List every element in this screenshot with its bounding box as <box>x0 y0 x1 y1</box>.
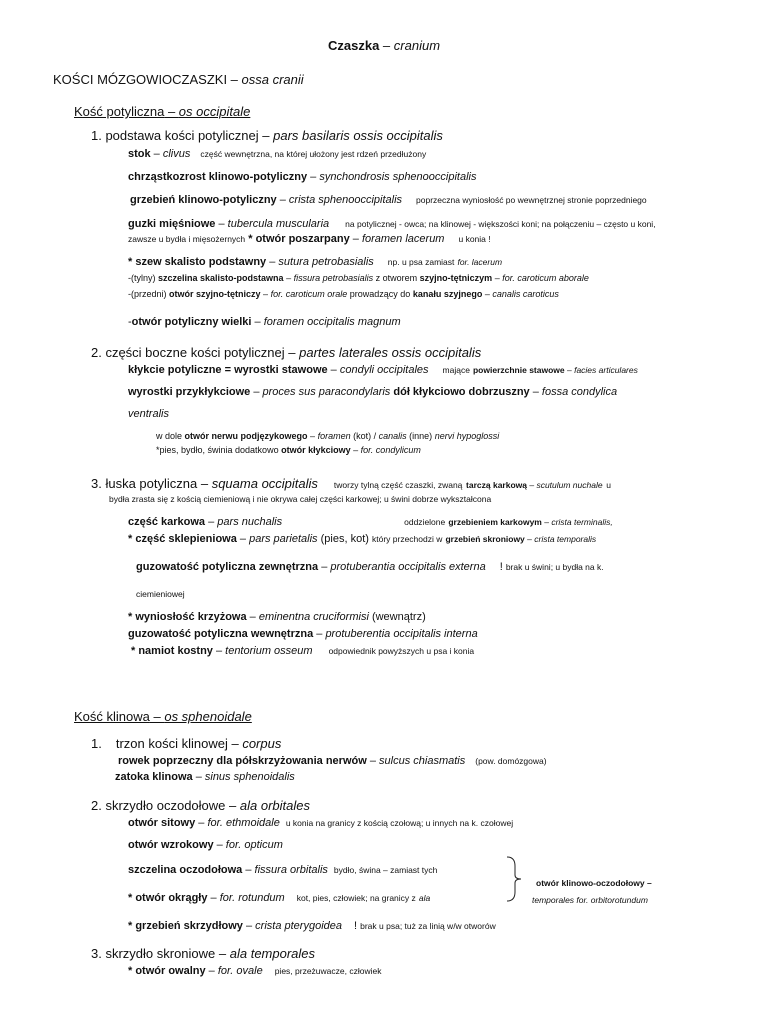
term-czesc-karkowa: część karkowa – pars nuchalis oddzielone grzebieniem karkowym – crista terminalis, <box>128 516 613 528</box>
term-wyrostki-cont: ventralis <box>128 408 169 420</box>
term-wyniosc-krzyzowa: * wyniosłość krzyżowa – eminentna cruciformisi (wewnątrz) <box>128 611 426 623</box>
curly-brace-icon <box>505 856 523 902</box>
occipital-part-1: 1. podstawa kości potylicznej – pars basilaris ossis occipitalis <box>91 128 443 143</box>
sphenoid-part-1: 1. trzon kości klinowej – corpus <box>91 736 282 751</box>
term-rowek: rowek poprzeczny dla półskrzyżowania nerwów – sulcus chiasmatis (pow. domózgowa) <box>118 755 547 767</box>
term-czesc-sklepieniowa: * część sklepieniowa – pars parietalis (pies, kot) który przechodzi w grzebień skroniowy – crista temporalis <box>128 533 597 545</box>
occipital-heading: Kość potyliczna – os occipitale <box>74 104 251 119</box>
term-otwor-wzrokowy: otwór wzrokowy – for. opticum <box>128 839 283 851</box>
term-otwor-poszarpany: zawsze u bydła i mięsożernych * otwór poszarpany – foramen lacerum u konia ! <box>128 233 491 245</box>
term-namiot: * namiot kostny – tentorium osseum odpowiednik powyższych u psa i konia <box>131 645 475 657</box>
term-chrzastkozrost: chrząstkozrost klinowo-potyliczny – synchondrosis sphenooccipitalis <box>128 171 477 183</box>
term-grzebien-klinowo: grzebień klinowo-potyliczny – crista sphenooccipitalis poprzeczna wyniosłość po wewnętrznej stronie poprzedniego <box>130 194 647 206</box>
term-guzowatosc-wewn: guzowatość potyliczna wewnętrzna – protuberentia occipitalis interna <box>128 628 478 640</box>
term-szczelina-oczodolowa: szczelina oczodołowa – fissura orbitalis bydło, świna – zamiast tych <box>128 864 438 876</box>
page-title: Czaszka – cranium <box>328 38 441 53</box>
term-wyrostki: wyrostki przykłykciowe – proces sus paracondylaris dół kłykciowo dobrzuszny – fossa condylica <box>128 386 618 398</box>
term-otwor-klykciowy: *pies, bydło, świnia dodatkowo otwór kłykciowy – for. condylicum <box>156 445 421 455</box>
sphenoid-part-2: 2. skrzydło oczodołowe – ala orbitales <box>91 798 310 813</box>
term-szczelina: -(tylny) szczelina skalisto-podstawna – fissura petrobasialis z otworem szyjno-tętniczym – for. caroticum aborale <box>128 273 589 283</box>
brace-label: otwór klinowo-oczodołowy – <box>536 878 652 888</box>
term-zatoka: zatoka klinowa – sinus sphenoidalis <box>115 771 295 783</box>
term-guzowatosc-cont: ciemieniowej <box>136 589 185 599</box>
term-klykcie: kłykcie potyliczne = wyrostki stawowe – condyli occipitales mające powierzchnie stawowe – facies articulares <box>128 364 638 376</box>
term-grzebien-skrzydlowy: * grzebień skrzydłowy – crista pterygoidea ! brak u psa; tuż za linią w/w otworów <box>128 920 496 932</box>
section-heading: KOŚCI MÓZGOWIOCZASZKI – ossa cranii <box>53 72 304 87</box>
term-guzowatosc-zewn: guzowatość potyliczna zewnętrzna – protuberantia occipitalis externa ! brak u świni; u bydła na k. <box>136 561 604 573</box>
term-otwor-sitowy: otwór sitowy – for. ethmoidale u konia na granicy z kością czołową; u innych na k. czołowej <box>128 817 514 829</box>
term-otwor-szyjno: -(przedni) otwór szyjno-tętniczy – for. caroticum orale prowadzący do kanału szyjnego – canalis caroticus <box>128 289 559 299</box>
term-szew: * szew skalisto podstawny – sutura petrobasialis np. u psa zamiast for. lacerum <box>128 256 503 268</box>
term-otwor-okragly: * otwór okrągły – for. rotundum kot, pies, człowiek; na granicy z ala <box>128 892 431 904</box>
occipital-part-2: 2. części boczne kości potylicznej – partes laterales ossis occipitalis <box>91 345 482 360</box>
term-stok: stok – clivus część wewnętrzna, na której ułożony jest rdzeń przedłużony <box>128 148 427 160</box>
sphenoid-part-3: 3. skrzydło skroniowe – ala temporales <box>91 946 316 961</box>
occipital-part-3: 3. łuska potyliczna – squama occipitalis tworzy tylną część czaszki, zwaną tarczą karkową – scutulum nuchale u <box>91 476 611 491</box>
term-otwor-owalny: * otwór owalny – for. ovale pies, przeżuwacze, człowiek <box>128 965 382 977</box>
term-otwor-nerwu: w dole otwór nerwu podjęzykowego – foramen (kot) / canalis (inne) nervi hypoglossi <box>156 431 500 441</box>
occipital-part-3-cont: bydła zrasta się z kością ciemieniową i nie okrywa całej części karkowej; u świni dobrze wykształcona <box>109 494 492 504</box>
brace-label-la: temporales for. orbitorotundum <box>532 895 648 905</box>
term-otwor-wielki: -otwór potyliczny wielki – foramen occipitalis magnum <box>128 316 401 328</box>
term-guzki: guzki mięśniowe – tubercula muscularia na potylicznej - owca; na klinowej - większości koni; na połączeniu – często u koni, <box>128 218 656 230</box>
sphenoid-heading: Kość klinowa – os sphenoidale <box>74 709 252 724</box>
